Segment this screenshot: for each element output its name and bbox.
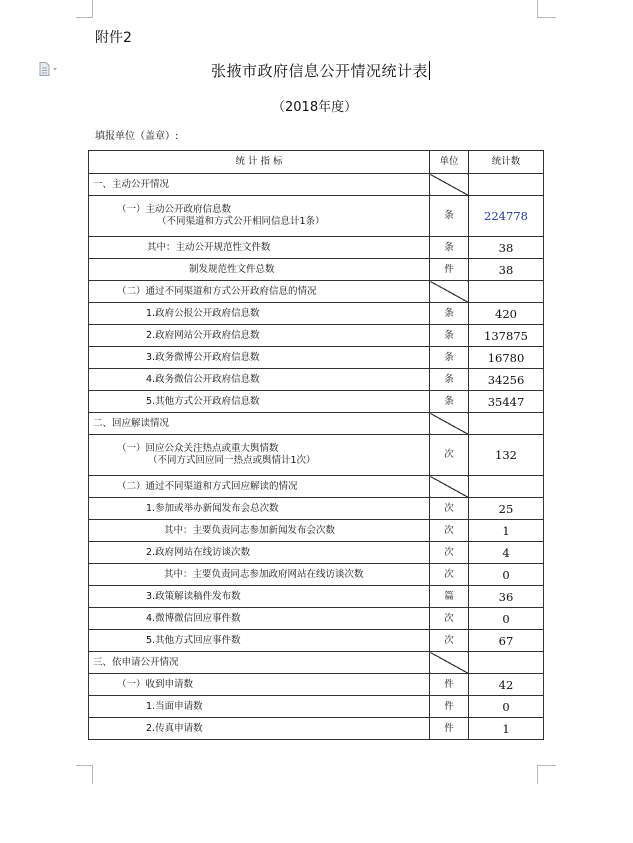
table-row: [89, 630, 544, 652]
row-label: （二）通过不同渠道和方式回应解读的情况: [89, 476, 430, 498]
row-unit-slash: [430, 174, 469, 196]
row-label: 其中：主要负责同志参加政府网站在线访谈次数: [89, 564, 430, 586]
table-row: [89, 347, 544, 369]
row-unit: 条: [430, 325, 469, 347]
row-label-line2: （不同方式回应同一热点或舆情计1次）: [148, 455, 316, 466]
row-label: 制发规范性文件总数: [89, 259, 430, 281]
row-label-line2: （不同渠道和方式公开相同信息计1条）: [157, 216, 325, 227]
row-value: 42: [469, 674, 544, 696]
row-unit: 次: [430, 520, 469, 542]
table-row: [89, 608, 544, 630]
table-row: [89, 498, 544, 520]
row-value: [469, 174, 544, 196]
crop-mark-top-right: [537, 0, 556, 18]
row-unit-slash: [430, 413, 469, 435]
table-row: [89, 476, 544, 498]
table-row: [89, 303, 544, 325]
row-value: 0: [469, 608, 544, 630]
row-value: 36: [469, 586, 544, 608]
table-header-row: [89, 151, 544, 174]
row-value: [469, 476, 544, 498]
fill-unit-label: 填报单位（盖章）:: [95, 131, 179, 142]
row-unit-slash: [430, 281, 469, 303]
row-label: 1.政府公报公开政府信息数: [89, 303, 430, 325]
row-value: 4: [469, 542, 544, 564]
row-value: 1: [469, 718, 544, 740]
table-row: [89, 174, 544, 196]
row-value: 38: [469, 259, 544, 281]
table-row: [89, 652, 544, 674]
row-unit: 条: [430, 347, 469, 369]
table-row: [89, 674, 544, 696]
row-label: 1.当面申请数: [89, 696, 430, 718]
row-value: 137875: [469, 325, 544, 347]
row-value: 16780: [469, 347, 544, 369]
row-label: 一、主动公开情况: [89, 174, 430, 196]
table-row: [89, 391, 544, 413]
row-label-line1: （一）回应公众关注热点或重大舆情数: [117, 443, 279, 454]
row-value: 25: [469, 498, 544, 520]
row-value: [469, 281, 544, 303]
row-label: 5.其他方式公开政府信息数: [89, 391, 430, 413]
table-row: [89, 281, 544, 303]
table-row: [89, 586, 544, 608]
table-row: [89, 718, 544, 740]
header-unit: 单位: [430, 151, 469, 174]
row-value: [469, 652, 544, 674]
row-value: 0: [469, 696, 544, 718]
row-unit: 次: [430, 630, 469, 652]
page-title-text: 张掖市政府信息公开情况统计表: [211, 62, 429, 80]
row-unit: 次: [430, 564, 469, 586]
page-title: [211, 60, 430, 81]
table-row: [89, 237, 544, 259]
table-row: [89, 413, 544, 435]
row-unit-slash: [430, 652, 469, 674]
row-label: 二、回应解读情况: [89, 413, 430, 435]
row-label-line1: （一）主动公开政府信息数: [117, 204, 232, 215]
row-value: 224778: [469, 196, 544, 237]
row-value: 34256: [469, 369, 544, 391]
row-label: 3.政策解读稿件发布数: [89, 586, 430, 608]
statistics-table: [88, 150, 544, 740]
header-count: 统计数: [469, 151, 544, 174]
table-row: [89, 542, 544, 564]
row-unit: 次: [430, 498, 469, 520]
table-row: [89, 259, 544, 281]
row-unit: 条: [430, 237, 469, 259]
row-label: 2.政府网站在线访谈次数: [89, 542, 430, 564]
table-row: [89, 369, 544, 391]
crop-mark-bottom-left: [76, 765, 93, 784]
row-label: 其中：主动公开规范性文件数: [89, 237, 430, 259]
row-label: [89, 196, 430, 237]
row-label: （二）通过不同渠道和方式公开政府信息的情况: [89, 281, 430, 303]
row-label: 4.政务微信公开政府信息数: [89, 369, 430, 391]
row-unit: 篇: [430, 586, 469, 608]
row-value: [469, 413, 544, 435]
row-value: 132: [469, 435, 544, 476]
table-row: [89, 325, 544, 347]
row-label: 2.传真申请数: [89, 718, 430, 740]
table-row: [89, 564, 544, 586]
row-unit: 条: [430, 391, 469, 413]
row-unit: 条: [430, 196, 469, 237]
row-label: 2.政府网站公开政府信息数: [89, 325, 430, 347]
row-value: 420: [469, 303, 544, 325]
attachment-label: 附件2: [95, 30, 132, 46]
row-label: 1.参加或举办新闻发布会总次数: [89, 498, 430, 520]
row-value: 38: [469, 237, 544, 259]
row-unit: 条: [430, 303, 469, 325]
row-unit: 件: [430, 674, 469, 696]
table-row: [89, 435, 544, 476]
report-year: （2018年度）: [272, 100, 358, 115]
row-label: 三、依申请公开情况: [89, 652, 430, 674]
row-unit-slash: [430, 476, 469, 498]
header-indicator: 统 计 指 标: [89, 151, 430, 174]
row-label: 5.其他方式回应事件数: [89, 630, 430, 652]
row-unit: 次: [430, 542, 469, 564]
row-label: 4.微博微信回应事件数: [89, 608, 430, 630]
crop-mark-top-left: [76, 0, 93, 18]
table-row: [89, 196, 544, 237]
row-unit: 件: [430, 718, 469, 740]
row-label: 3.政务微博公开政府信息数: [89, 347, 430, 369]
table-row: [89, 520, 544, 542]
row-unit: 次: [430, 608, 469, 630]
table-row: [89, 696, 544, 718]
row-unit: 条: [430, 369, 469, 391]
row-unit: 件: [430, 696, 469, 718]
crop-mark-bottom-right: [537, 765, 556, 784]
text-cursor: [429, 61, 430, 80]
row-unit: 件: [430, 259, 469, 281]
row-label: [89, 435, 430, 476]
row-label: 其中：主要负责同志参加新闻发布会次数: [89, 520, 430, 542]
row-value: 67: [469, 630, 544, 652]
row-value: 1: [469, 520, 544, 542]
document-icon[interactable]: [38, 62, 58, 76]
row-unit: 次: [430, 435, 469, 476]
row-value: 35447: [469, 391, 544, 413]
row-label: （一）收到申请数: [89, 674, 430, 696]
row-value: 0: [469, 564, 544, 586]
